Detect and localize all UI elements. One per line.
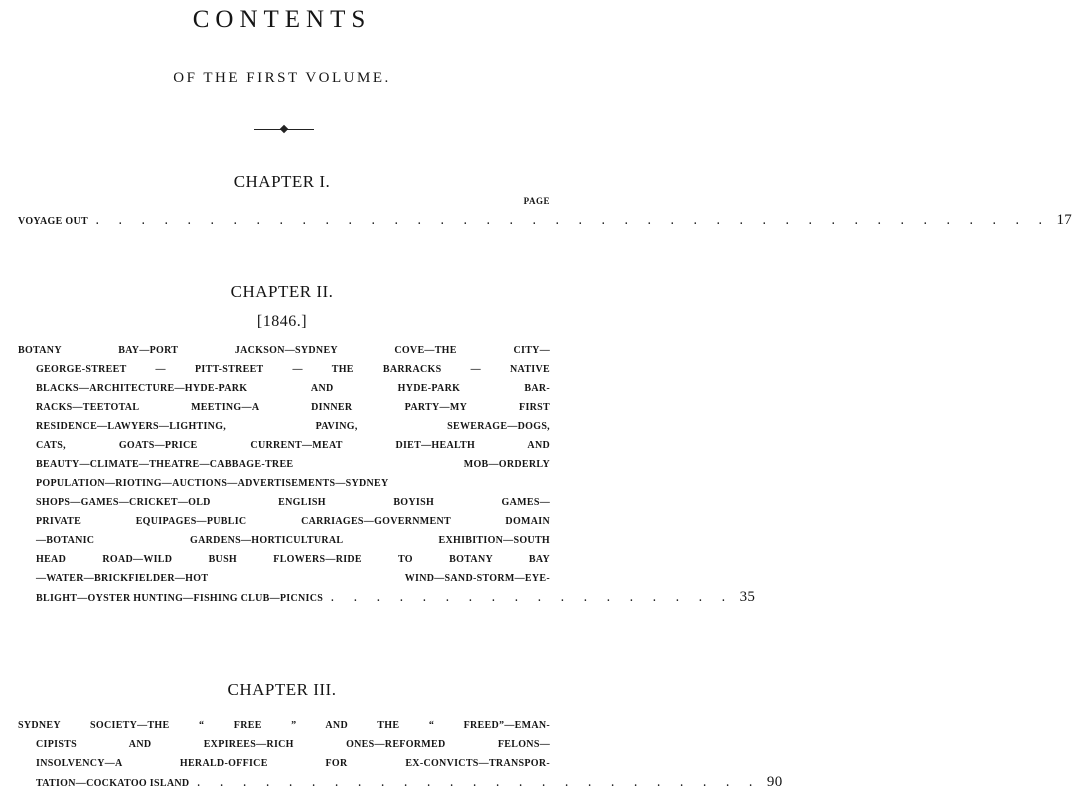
- page-column-label: PAGE: [523, 196, 550, 206]
- chapter-2-heading: CHAPTER II.: [230, 282, 334, 301]
- chapter-2-entry[interactable]: [18, 341, 756, 607]
- chapter-1-page-number[interactable]: 17: [1056, 212, 1072, 228]
- toc-line: POPULATION—RIOTING—AUCTIONS—ADVERTISEMENTS—SYDNEY: [36, 478, 389, 489]
- divider-ornament: [254, 126, 314, 132]
- chapter-3-page-number[interactable]: 90: [766, 774, 783, 790]
- toc-line: INSOLVENCY—A HERALD-OFFICE FOR EX-CONVICTS—TRANSPOR-: [36, 758, 550, 769]
- toc-line: —BOTANIC GARDENS—HORTICULTURAL EXHIBITION—SOUTH: [36, 535, 550, 546]
- page-title: CONTENTS: [192, 6, 372, 33]
- toc-line: GEORGE-STREET — PITT-STREET — THE BARRACKS — NATIVE: [36, 364, 550, 375]
- toc-line: SYDNEY SOCIETY—THE “ FREE ” AND THE “ FREED”—EMAN-: [18, 720, 550, 731]
- toc-line-text: VOYAGE OUT: [18, 216, 88, 227]
- toc-line: CATS, GOATS—PRICE CURRENT—MEAT DIET—HEALTH AND: [36, 440, 550, 451]
- chapter-2-year: [1846.]: [256, 313, 308, 330]
- toc-line: SHOPS—GAMES—CRICKET—OLD ENGLISH BOYISH GAMES—: [36, 497, 550, 508]
- toc-line-text: TATION—COCKATOO ISLAND: [36, 778, 190, 789]
- dot-leader: . . . . . . . . . . . . . . . . . .: [331, 593, 734, 604]
- toc-line: RACKS—TEETOTAL MEETING—A DINNER PARTY—MY FIRST: [36, 402, 550, 413]
- toc-line: [18, 773, 783, 792]
- toc-line: RESIDENCE—LAWYERS—LIGHTING, PAVING, SEWERAGE—DOGS,: [36, 421, 550, 432]
- toc-line-text: BLIGHT—OYSTER HUNTING—FISHING CLUB—PICNICS: [36, 593, 324, 604]
- chapter-1-heading: CHAPTER I.: [233, 172, 331, 191]
- toc-line: [18, 588, 756, 607]
- toc-line: BEAUTY—CLIMATE—THEATRE—CABBAGE-TREE MOB—ORDERLY: [36, 459, 550, 470]
- chapter-2-page-number[interactable]: 35: [739, 589, 756, 605]
- toc-line: —WATER—BRICKFIELDER—HOT WIND—SAND-STORM—EYE-: [36, 573, 550, 584]
- chapter-3-heading: CHAPTER III.: [227, 680, 337, 699]
- toc-line: PRIVATE EQUIPAGES—PUBLIC CARRIAGES—GOVERNMENT DOMAIN: [36, 516, 550, 527]
- toc-line: CIPISTS AND EXPIREES—RICH ONES—REFORMED FELONS—: [36, 739, 550, 750]
- ornament-diamond: [280, 125, 288, 133]
- page-subtitle: OF THE FIRST VOLUME.: [173, 70, 391, 86]
- dot-leader: . . . . . . . . . . . . . . . . . . . . . . . . . . . . . . . . . . . . . . . . . .: [95, 216, 1051, 227]
- chapter-3-entry[interactable]: [18, 716, 783, 792]
- dot-leader: . . . . . . . . . . . . . . . . . . . . . . . . .: [197, 778, 761, 789]
- toc-line: BOTANY BAY—PORT JACKSON—SYDNEY COVE—THE CITY—: [18, 345, 550, 356]
- toc-line: BLACKS—ARCHITECTURE—HYDE-PARK AND HYDE-PARK BAR-: [36, 383, 550, 394]
- toc-line: HEAD ROAD—WILD BUSH FLOWERS—RIDE TO BOTANY BAY: [36, 554, 550, 565]
- toc-line: [18, 211, 1072, 230]
- chapter-1-entry[interactable]: [18, 211, 1072, 230]
